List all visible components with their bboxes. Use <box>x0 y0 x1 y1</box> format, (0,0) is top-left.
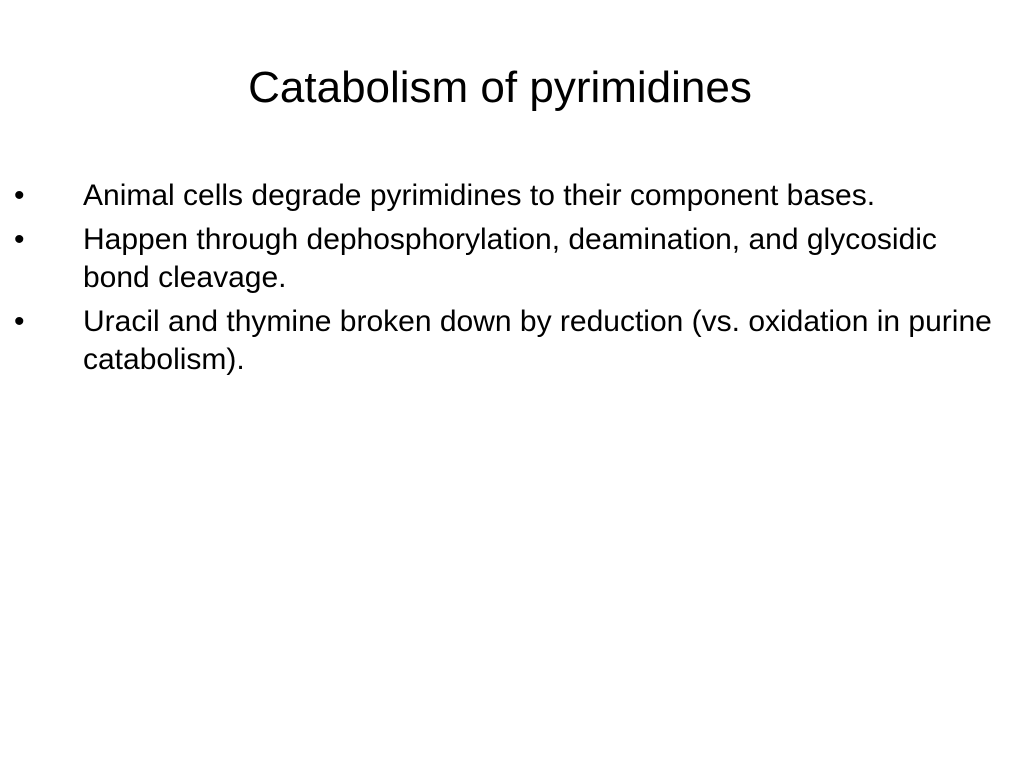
bullet-item <box>0 177 1024 215</box>
bullet-list <box>0 177 1024 385</box>
bullet-item <box>0 303 1024 379</box>
bullet-text: Animal cells degrade pyrimidines to their component bases. <box>83 179 876 212</box>
bullet-dot-icon: • <box>14 179 25 212</box>
bullet-text: Happen through dephosphorylation, deamination, and glycosidic bond cleavage. <box>83 223 937 294</box>
bullet-item <box>0 221 1024 297</box>
slide-title: Catabolism of pyrimidines <box>248 63 752 112</box>
bullet-text: Uracil and thymine broken down by reduction (vs. oxidation in purine catabolism). <box>83 305 992 376</box>
bullet-dot-icon: • <box>14 305 25 338</box>
bullet-dot-icon: • <box>14 223 25 256</box>
